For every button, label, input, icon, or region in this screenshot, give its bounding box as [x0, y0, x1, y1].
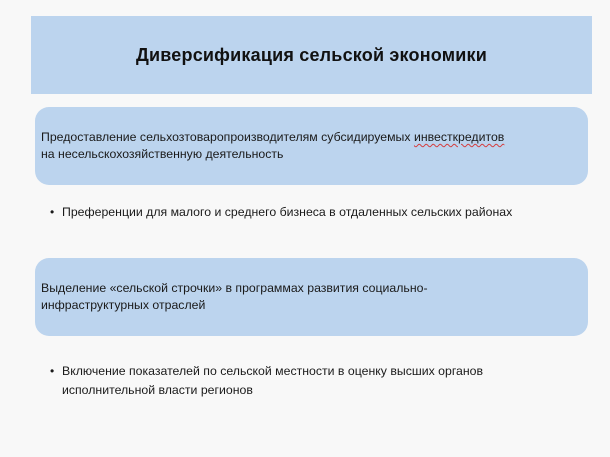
bullet-text — [62, 362, 483, 400]
bullet-marker: • — [50, 205, 55, 219]
measure-card-rural-line — [35, 258, 588, 336]
bullet-text-line-1: Включение показателей по сельской местности в оценку высших органов — [62, 364, 484, 378]
card-text-line-1: Выделение «сельской строчки» в программах развития социально- — [41, 281, 428, 295]
measure-card-text — [41, 129, 504, 163]
bullet-marker: • — [50, 364, 55, 378]
slide-title: Диверсификация сельской экономики — [135, 44, 488, 65]
card-text-segment: Предоставление сельхозтоваропроизводителям субсидируемых — [41, 130, 414, 144]
title-banner — [31, 16, 592, 94]
measure-card-text — [41, 280, 428, 314]
measure-card-subsidized-credits — [35, 107, 588, 185]
bullet-item-preferences — [50, 203, 590, 222]
bullet-text-line-2: исполнительной власти регионов — [62, 383, 253, 397]
card-text-line-1 — [41, 130, 504, 144]
card-text-line-2: инфраструктурных отраслей — [41, 298, 206, 312]
bullet-text: Преференции для малого и среднего бизнеса в отдаленных сельских районах — [62, 205, 513, 219]
card-text-line-2: на несельскохозяйственную деятельность — [41, 147, 284, 161]
bullet-item-indicators — [50, 362, 570, 400]
spellcheck-flagged-word: инвесткредитов — [413, 130, 505, 144]
